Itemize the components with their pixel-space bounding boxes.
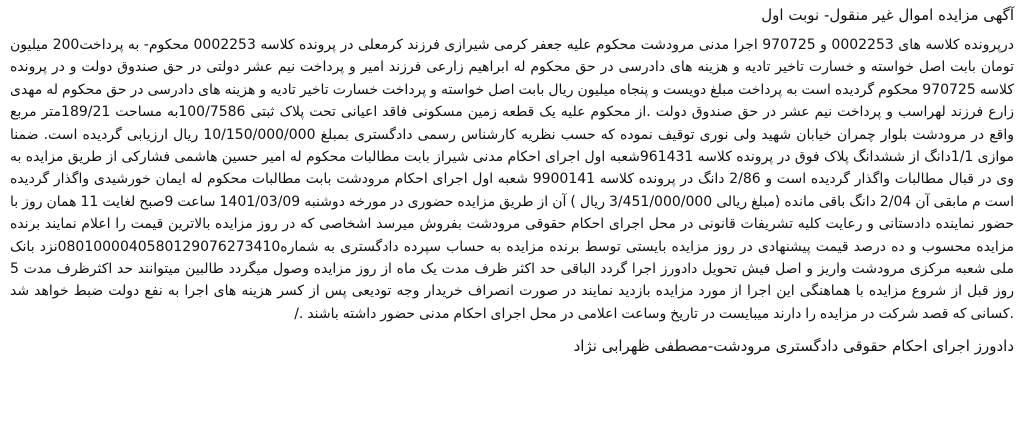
notice-signature: دادورز اجرای احکام حقوقی دادگستری مرودشت-مصطفی ظهرابی نژاد [573, 337, 1014, 356]
notice-body: درپرونده کلاسه های 0002253 و 970725 اجرا مدنی مرودشت محکوم علیه جعفر کرمی شیرازی فرزند کرمعلی در پرونده کلاسه 0002253 محکوم- به پرداخت200 میلیون تومان بابت اصل خواسته و خسارت تاخیر تادیه و هزینه های دادرسی در حق محکوم له ابراهیم زارعی فرزند امیر و پرداخت نیم عشر دولتی در حق صندوق دولت و در پرونده کلاسه 970725 محکوم گردیده است به پرداخت مبلغ دویست و پنجاه میلیون ریال بابت اصل خواسته و پرداخت خسارت تاخیر تادیه و هزینه های دادرسی در حق محکوم له مهدی زارع فرزند لهراسب و پرداخت نیم عشر در حق صندوق دولت .از محکوم علیه یک قطعه زمین مسکونی فاقد اعیانی تحت پلاک ثبتی 100/7586به مساحت 189/21متر مربع واقع در مرودشت بلوار چمران خیابان شهید ولی نوری توقیف نموده که حسب نظریه کارشناس رسمی دادگستری بمبلغ 10/150/000/000 ریال ارزیابی گردیده است. ضمنا موازی 1/1دانگ از ششدانگ پلاک فوق در پرونده کلاسه 961431شعبه اول اجرای احکام مدنی شیراز بابت مطالبات محکوم له امیر حسین هاشمی فشارکی از طریق مزایده به وی در قبال مطالبات واگذار گردیده است و 2/86 دانگ در پرونده کلاسه 9900141 شعبه اول اجرای احکام مرودشت بابت مطالبات محکوم له ایمان خورشیدی واگذار گردیده است م مابقی آن 2/04 دانگ باقی مانده (مبلغ ریالی 3/451/000/000 ریال ) آن از طریق مزایده حضوری در مورخه دوشنبه 1401/03/09 ساعت 9صبح لغایت 11 همان روز با حضور نماینده دادستانی و رعایت کلیه تشریفات قانونی در محل اجرای احکام حقوقی مرودشت بفروش میرسد اشخاصی که در روز مزایده بالاترین قیمت را اعلام نمایند برنده مزایده محسوب و ده درصد قیمت پیشنهادی در روز مزایده بایستی توسط برنده مزایده به حساب سپرده دادگستری به شماره0801000040580129076273410نزد بانک ملی شعبه مرکزی مرودشت واریز و اصل فیش تحویل دادورز اجرا گردد الباقی حد اکثر ظرف مدت یک ماه از روز مزایده وصول میگردد طالبین میتوانند حد اکثرظرف مدت 5 روز قبل از شروع مزایده با هماهنگی این اجرا از مورد مزایده بازدید نمایند در صورت انصراف خریدار وجه تودیعی پس از کسر هزینه های اجرا به نفع دولت ضبط خواهد شد .کسانی که قصد شرکت در مزایده را دارند میبایست در تاریخ وساعت اعلامی در محل اجرای احکام مدنی حضور داشته باشند ./ [10, 37, 1015, 322]
notice-title: آگهی مزایده اموال غیر منقول- نوبت اول [761, 6, 1014, 24]
auction-notice [10, 4, 1014, 357]
